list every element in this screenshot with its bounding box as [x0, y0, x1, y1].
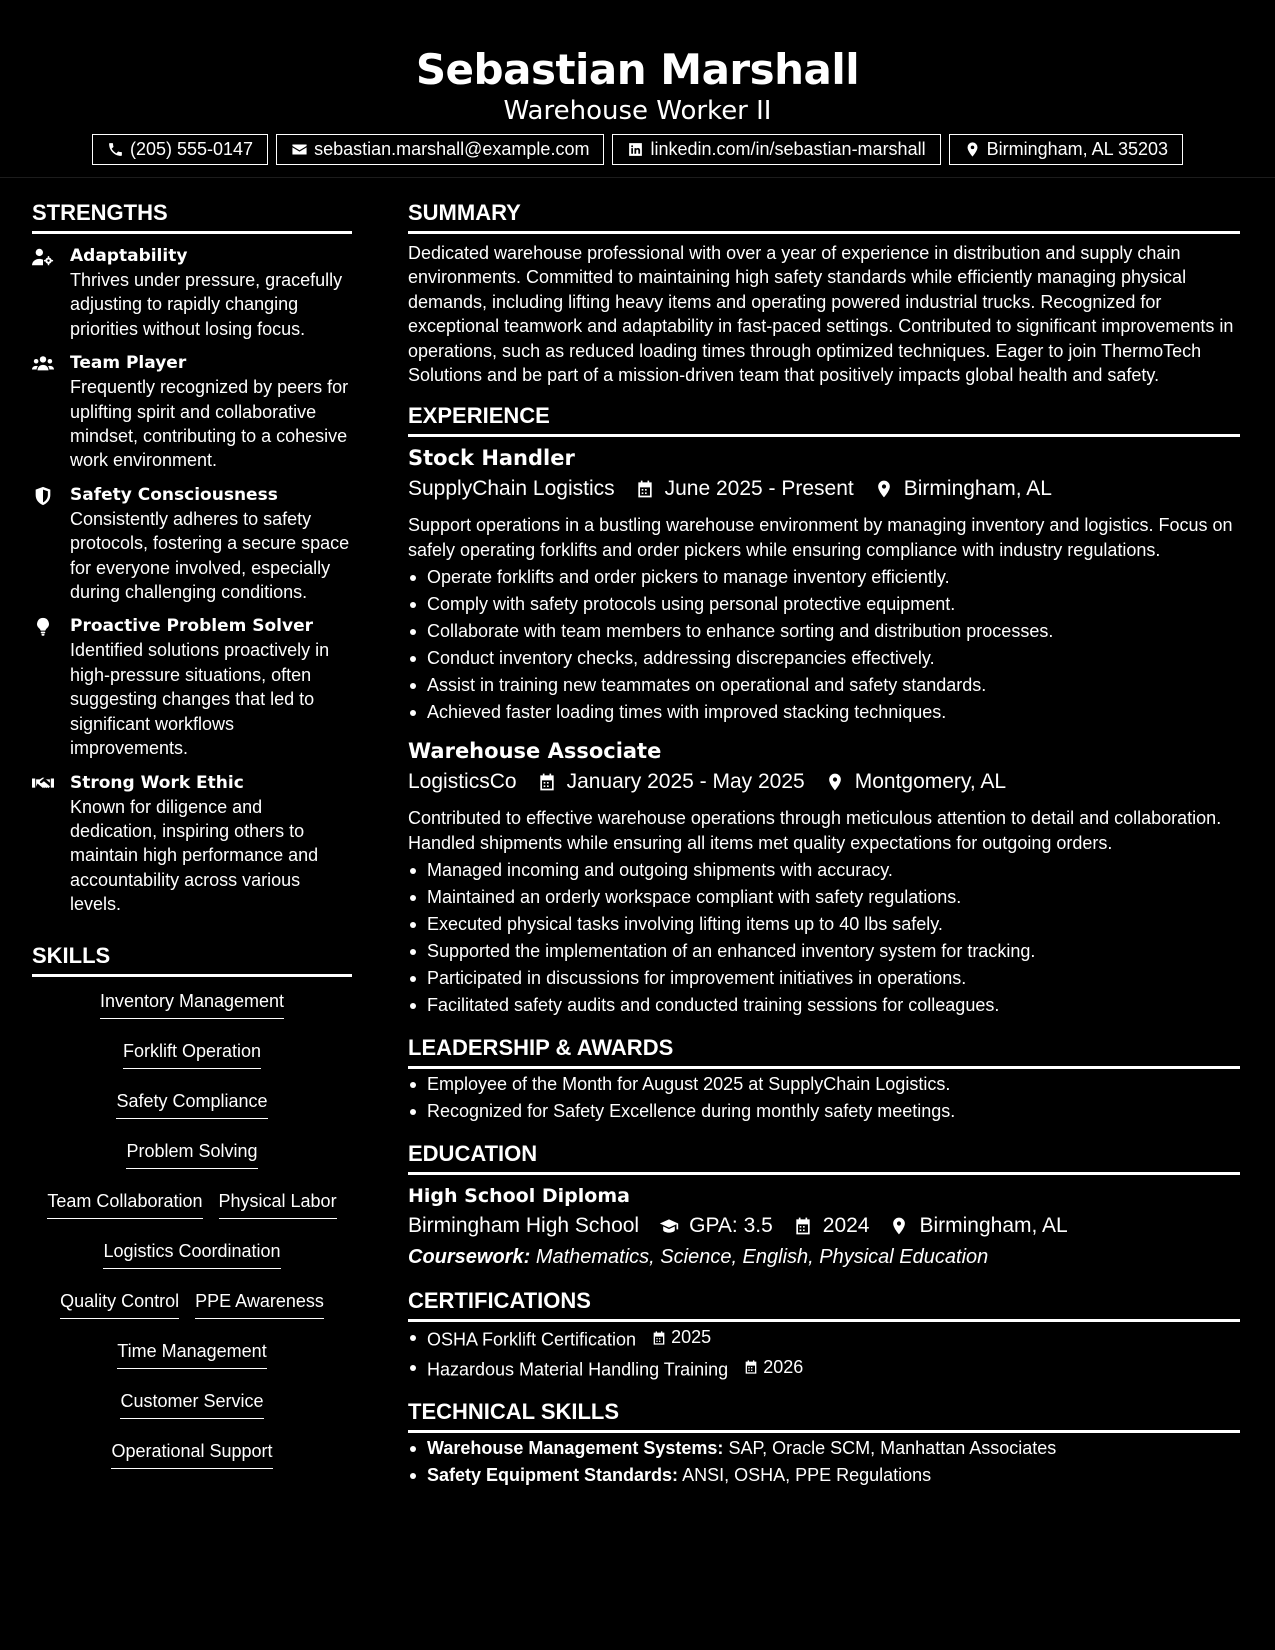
job-company: SupplyChain Logistics [408, 477, 615, 501]
users-icon [32, 354, 54, 374]
list-item: Executed physical tasks involving lifting items up to 40 lbs safely. [408, 911, 1240, 938]
job-dates: June 2025 - Present [664, 477, 854, 501]
skills-heading: SKILLS [32, 939, 352, 977]
calendar-icon [743, 1359, 759, 1375]
location-text: Birmingham, AL 35203 [986, 139, 1169, 159]
skill-tag: Operational Support [111, 1439, 272, 1469]
strength-item [32, 771, 352, 917]
job-entry [408, 736, 1240, 1019]
list-item: Operate forklifts and order pickers to manage inventory efficiently. [408, 564, 1240, 591]
candidate-title: Warehouse Worker II [503, 96, 772, 126]
list-item: Conduct inventory checks, addressing discrepancies effectively. [408, 645, 1240, 672]
list-item: Employee of the Month for August 2025 at SupplyChain Logistics. [408, 1071, 1240, 1098]
contact-bar [0, 134, 1275, 165]
awards-heading: LEADERSHIP & AWARDS [408, 1031, 1240, 1069]
list-item: Collaborate with team members to enhance sorting and distribution processes. [408, 618, 1240, 645]
skill-tag: Customer Service [120, 1389, 263, 1419]
list-item [408, 1435, 1240, 1462]
skill-tag: Problem Solving [126, 1139, 257, 1169]
strength-title: Adaptability [70, 246, 188, 266]
skill-tag: Logistics Coordination [103, 1239, 280, 1269]
skill-tag: Team Collaboration [47, 1189, 202, 1219]
list-item: Achieved faster loading times with improved stacking techniques. [408, 699, 1240, 726]
email-text: sebastian.marshall@example.com [314, 139, 590, 159]
map-pin-icon [874, 479, 894, 499]
cert-name: OSHA Forklift Certification [427, 1329, 637, 1350]
summary-text: Dedicated warehouse professional with over a year of experience in distribution and supply chain environments. Committed to maintaining high safety standards while efficiently managing physical demands, including lifting heavy items and operating powered industrial trucks. Recognized for exceptional teamwork and adaptability in fast-paced settings. Contributed to significant improvements in operations, such as reduced loading times through optimized techniques. Eager to join ThermoTech Solutions and be part of a mission-driven team that positively impacts global health and safety. [408, 243, 1234, 386]
list-item: Recognized for Safety Excellence during monthly safety meetings. [408, 1098, 1240, 1125]
strength-desc: Thrives under pressure, gracefully adjusting to rapidly changing priorities without losing focus. [70, 270, 343, 339]
list-item: Supported the implementation of an enhanced inventory system for tracking. [408, 938, 1240, 965]
cert-year: 2026 [763, 1356, 804, 1377]
skill-tag: Physical Labor [219, 1189, 337, 1219]
tech-value: SAP, Oracle SCM, Manhattan Associates [728, 1438, 1057, 1459]
strengths-heading: STRENGTHS [32, 196, 352, 234]
linkedin-text: linkedin.com/in/sebastian-marshall [650, 139, 926, 159]
skill-tag: PPE Awareness [195, 1289, 324, 1319]
list-item: Comply with safety protocols using personal protective equipment. [408, 591, 1240, 618]
shield-icon [32, 486, 54, 506]
strength-item [32, 244, 352, 341]
phone-text: (205) 555-0147 [129, 139, 254, 159]
technical-skills-list [408, 1435, 1240, 1489]
calendar-icon [651, 1330, 667, 1346]
job-bullets [408, 857, 1240, 1019]
user-gear-icon [32, 247, 54, 267]
resume-header [0, 0, 1275, 178]
school-location: Birmingham, AL [919, 1214, 1068, 1238]
job-description: Support operations in a bustling warehouse environment by managing inventory and logistics. Focus on safely operating forklifts and order pickers while ensuring compliance with industry regulations. [408, 515, 1233, 560]
strength-desc: Frequently recognized by peers for uplifting spirit and collaborative mindset, contributing to a cohesive work environment. [70, 377, 349, 471]
degree-title: High School Diploma [408, 1185, 630, 1208]
lightbulb-icon [32, 617, 54, 637]
list-item: Facilitated safety audits and conducted training sessions for colleagues. [408, 992, 1240, 1019]
tech-label: Safety Equipment Standards: [427, 1465, 679, 1486]
contact-location[interactable] [949, 134, 1183, 165]
candidate-name: Sebastian Marshall [415, 45, 860, 94]
list-item [408, 1354, 1240, 1384]
certifications-heading: CERTIFICATIONS [408, 1284, 1240, 1322]
skill-tag: Quality Control [60, 1289, 179, 1319]
strength-item [32, 483, 352, 605]
education-meta [408, 1211, 1240, 1241]
skill-tag: Safety Compliance [116, 1089, 267, 1119]
contact-phone[interactable] [92, 134, 268, 165]
calendar-icon [537, 772, 557, 792]
strength-item [32, 614, 352, 760]
job-description: Contributed to effective warehouse operations through meticulous attention to detail and collaboration. Handled shipments while ensuring all items met quality expectations for outgoing orders. [408, 808, 1222, 853]
skill-tag: Time Management [117, 1339, 266, 1369]
linkedin-icon [627, 141, 644, 158]
list-item [408, 1324, 1240, 1354]
school-name: Birmingham High School [408, 1214, 640, 1238]
contact-linkedin[interactable] [612, 134, 940, 165]
skill-tag: Inventory Management [100, 989, 284, 1019]
coursework-list: Mathematics, Science, English, Physical Education [535, 1246, 989, 1269]
strength-desc: Consistently adheres to safety protocols, fostering a secure space for everyone involved, especially during challenging conditions. [70, 508, 350, 603]
skill-tag: Forklift Operation [123, 1039, 261, 1069]
calendar-icon [793, 1216, 813, 1236]
strength-item [32, 351, 352, 473]
job-entry [408, 443, 1240, 726]
job-title: Stock Handler [408, 446, 575, 471]
map-pin-icon [964, 141, 981, 158]
summary-heading: SUMMARY [408, 196, 1240, 234]
job-location: Montgomery, AL [854, 770, 1007, 794]
list-item: Maintained an orderly workspace compliant with safety regulations. [408, 884, 1240, 911]
skills-list [32, 989, 352, 1469]
strength-title: Safety Consciousness [70, 484, 278, 505]
left-column [32, 196, 352, 1469]
tech-value: ANSI, OSHA, PPE Regulations [682, 1465, 932, 1486]
gpa: GPA: 3.5 [689, 1214, 773, 1238]
strength-title: Proactive Problem Solver [70, 616, 313, 637]
handshake-icon [32, 774, 54, 794]
list-item: Participated in discussions for improvement initiatives in operations. [408, 965, 1240, 992]
right-column [408, 196, 1240, 1489]
awards-list [408, 1071, 1240, 1125]
coursework-label: Coursework: [408, 1246, 531, 1269]
tech-label: Warehouse Management Systems: [427, 1438, 724, 1459]
strength-title: Team Player [70, 353, 187, 374]
list-item: Managed incoming and outgoing shipments with accuracy. [408, 857, 1240, 884]
strengths-list [32, 244, 352, 917]
contact-email[interactable] [276, 134, 604, 165]
experience-heading: EXPERIENCE [408, 399, 1240, 437]
graduation-cap-icon [659, 1216, 679, 1236]
technical-skills-heading: TECHNICAL SKILLS [408, 1395, 1240, 1433]
strength-desc: Identified solutions proactively in high-pressure situations, often suggesting changes that led to significant workflows improvements. [70, 640, 330, 759]
strength-desc: Known for diligence and dedication, inspiring others to maintain high performance and accountability across various levels. [70, 796, 319, 915]
education-heading: EDUCATION [408, 1137, 1240, 1175]
job-meta [408, 474, 1240, 504]
job-bullets [408, 564, 1240, 726]
certifications-list [408, 1324, 1240, 1383]
map-pin-icon [825, 772, 845, 792]
list-item: Assist in training new teammates on operational and safety standards. [408, 672, 1240, 699]
job-dates: January 2025 - May 2025 [566, 770, 805, 794]
envelope-icon [291, 141, 308, 158]
coursework [408, 1242, 1240, 1272]
calendar-icon [635, 479, 655, 499]
phone-icon [107, 141, 124, 158]
map-pin-icon [889, 1216, 909, 1236]
cert-year: 2025 [671, 1327, 712, 1348]
graduation-year: 2024 [822, 1214, 870, 1238]
job-title: Warehouse Associate [408, 739, 662, 764]
cert-name: Hazardous Material Handling Training [427, 1359, 729, 1380]
list-item [408, 1462, 1240, 1489]
job-meta [408, 767, 1240, 797]
job-company: LogisticsCo [408, 770, 517, 794]
strength-title: Strong Work Ethic [70, 772, 244, 793]
job-location: Birmingham, AL [903, 477, 1052, 501]
